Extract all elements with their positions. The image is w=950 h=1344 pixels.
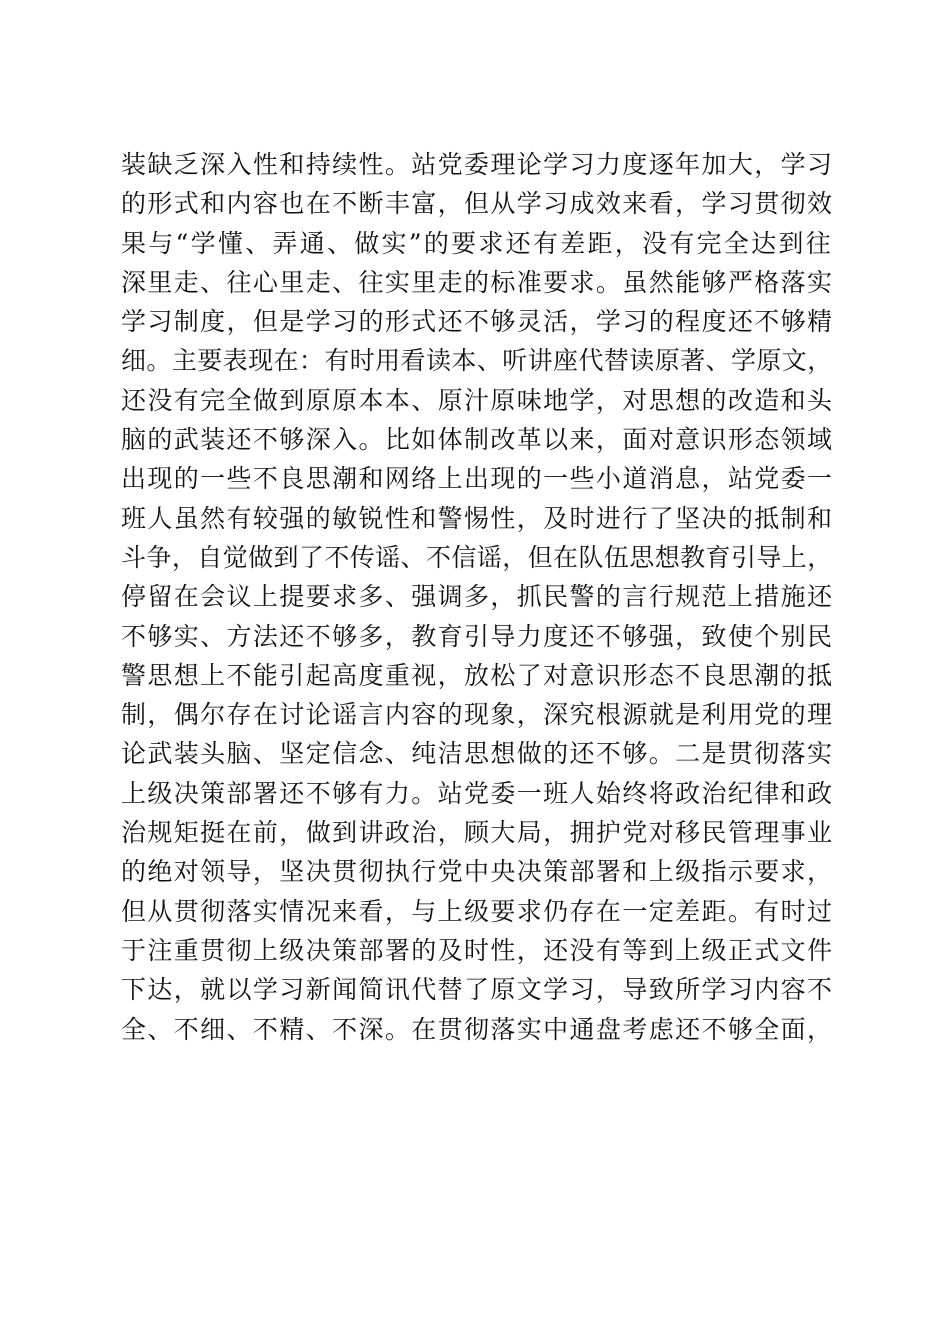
text-line: 于注重贯彻上级决策部署的及时性，还没有等到上级正式文件 [121, 935, 834, 965]
text-line: 不够实、方法还不够多，教育引导力度还不够强，致使个别民 [121, 621, 834, 651]
text-line: 还没有完全做到原原本本、原汁原味地学，对思想的改造和头 [121, 385, 834, 415]
text-line: 论武装头脑、坚定信念、纯洁思想做的还不够。二是贯彻落实 [121, 739, 834, 769]
text-line: 果与“学懂、弄通、做实”的要求还有差距，没有完全达到往 [121, 228, 833, 258]
text-line: 治规矩挺在前，做到讲政治，顾大局，拥护党对移民管理事业 [121, 818, 834, 848]
text-line: 出现的一些不良思潮和网络上出现的一些小道消息，站党委一 [121, 464, 834, 494]
text-line: 学习制度，但是学习的形式还不够灵活，学习的程度还不够精 [121, 307, 834, 337]
text-line: 细。主要表现在：有时用看读本、听讲座代替读原著、学原文， [121, 346, 833, 376]
text-line: 脑的武装还不够深入。比如体制改革以来，面对意识形态领域 [121, 425, 834, 455]
text-line: 深里走、往心里走、往实里走的标准要求。虽然能够严格落实 [121, 267, 834, 297]
text-line: 但从贯彻落实情况来看，与上级要求仍存在一定差距。有时过 [121, 896, 834, 926]
text-line: 警思想上不能引起高度重视，放松了对意识形态不良思潮的抵 [121, 660, 834, 690]
text-line: 全、不细、不精、不深。在贯彻落实中通盘考虑还不够全面， [121, 1014, 834, 1044]
text-line: 斗争，自觉做到了不传谣、不信谣，但在队伍思想教育引导上， [121, 542, 833, 572]
text-line: 装缺乏深入性和持续性。站党委理论学习力度逐年加大，学习 [121, 150, 834, 179]
text-line: 上级决策部署还不够有力。站党委一班人始终将政治纪律和政 [121, 778, 834, 808]
text-line: 停留在会议上提要求多、强调多，抓民警的言行规范上措施还 [121, 582, 834, 612]
text-line: 制，偶尔存在讨论谣言内容的现象，深究根源就是利用党的理 [121, 700, 834, 730]
text-line: 班人虽然有较强的敏锐性和警惕性，及时进行了坚决的抵制和 [121, 503, 834, 533]
text-line: 的形式和内容也在不断丰富，但从学习成效来看，学习贯彻效 [121, 189, 834, 219]
text-line: 的绝对领导，坚决贯彻执行党中央决策部署和上级指示要求， [121, 857, 834, 887]
body-text [121, 145, 841, 1049]
text-line: 下达，就以学习新闻简讯代替了原文学习，导致所学习内容不 [121, 975, 834, 1005]
